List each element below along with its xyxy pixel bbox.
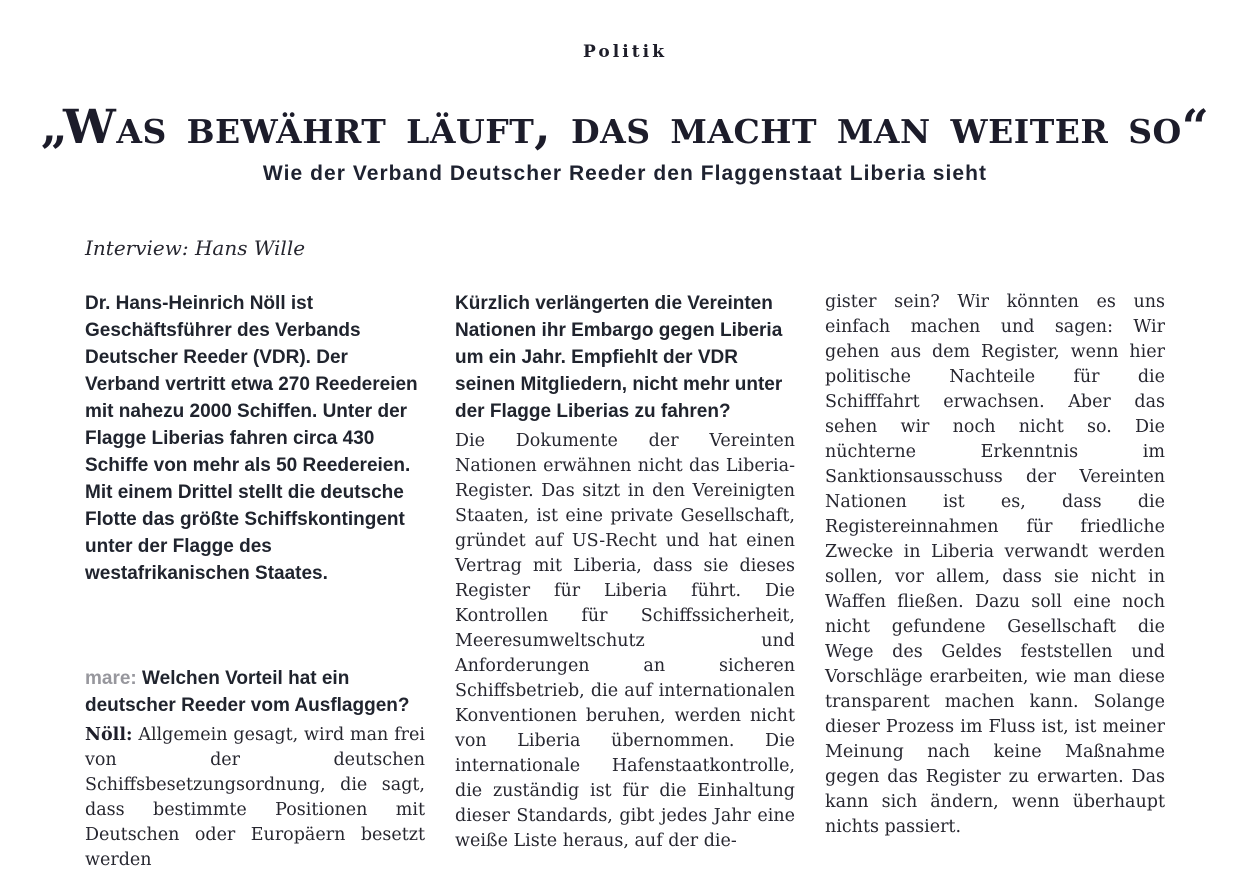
answer-1-text: Allgemein gesagt, wird man frei von der deutschen Schiffsbesetzungsordnung, die sagt, dass bestimmte Positionen mit Deutschen oder Europäern besetzt werden xyxy=(85,724,425,870)
interviewer-label: mare: xyxy=(85,667,137,689)
column-3 xyxy=(825,290,1165,873)
interview-answer-2: Die Dokumente der Vereinten Nationen erwähnen nicht das Liberia-Register. Das sitzt in den Vereinigten Staaten, ist eine private Gesellschaft, gründet auf US-Recht und hat einen Vertrag mit Liberia, dass sie dieses Register für Liberia führt. Die Kontrollen für Schiffssicherheit, Meeresumweltschutz und Anforderungen an sicheren Schiffsbetrieb, die auf internationalen Konventionen beruhen, werden nicht von Liberia übernommen. Die internationale Hafenstaatkontrolle, die zuständig ist für die Einhaltung dieser Standards, gibt jedes Jahr eine weiße Liste heraus, auf der die- xyxy=(455,430,795,851)
intro-paragraph: Dr. Hans-Heinrich Nöll ist Geschäftsführer des Verbands Deutscher Reeder (VDR). Der Verband vertritt etwa 270 Reedereien mit nahezu 2000 Schiffen. Unter der Flagge Liberias fahren circa 430 Schiffe von mehr als 50 Reedereien. Mit einem Drittel stellt die deutsche Flotte das größte Schiffskontingent unter der Flagge des westafrikanischen Staates. xyxy=(85,292,418,584)
article-title: „Was bewährt läuft, das macht man weiter so“ xyxy=(40,100,1210,155)
section-label: Politik xyxy=(582,42,668,62)
byline: Interview: Hans Wille xyxy=(85,235,306,260)
interview-question-1 xyxy=(85,665,425,719)
column-2 xyxy=(455,290,795,873)
interview-answer-2-continued: gister sein? Wir könnten es uns einfach machen und sagen: Wir gehen aus dem Register, wenn hier politische Nachteile für die Schifffahrt erwachsen. Aber das sehen wir noch nicht so. Die nüchterne Erkenntnis im Sanktionsausschuss der Vereinten Nationen ist es, dass die Registereinnahmen für friedliche Zwecke in Liberia verwandt werden sollen, vor allem, dass sie nicht in Waffen fließen. Dazu soll eine noch nicht gefundene Gesellschaft die Wege des Geldes feststellen und Vorschläge erarbeiten, wie man diese transparent machen kann. Solange dieser Prozess im Fluss ist, ist meiner Meinung nach keine Maßnahme gegen das Register zu erwarten. Das kann sich ändern, wenn überhaupt nichts passiert. xyxy=(825,291,1165,837)
interviewee-label: Nöll: xyxy=(85,724,133,745)
article-subtitle: Wie der Verband Deutscher Reeder den Flaggenstaat Liberia sieht xyxy=(262,161,988,185)
article-columns xyxy=(85,290,1165,873)
question-1-text: Welchen Vorteil hat ein deutscher Reeder vom Ausflaggen? xyxy=(85,667,410,716)
column-1 xyxy=(85,290,425,873)
interview-question-2: Kürzlich verlängerten die Vereinten Nationen ihr Embargo gegen Liberia um ein Jahr. Empfiehlt der VDR seinen Mitgliedern, nicht mehr unter der Flagge Liberias zu fahren? xyxy=(455,292,783,422)
interview-answer-1 xyxy=(85,723,425,873)
